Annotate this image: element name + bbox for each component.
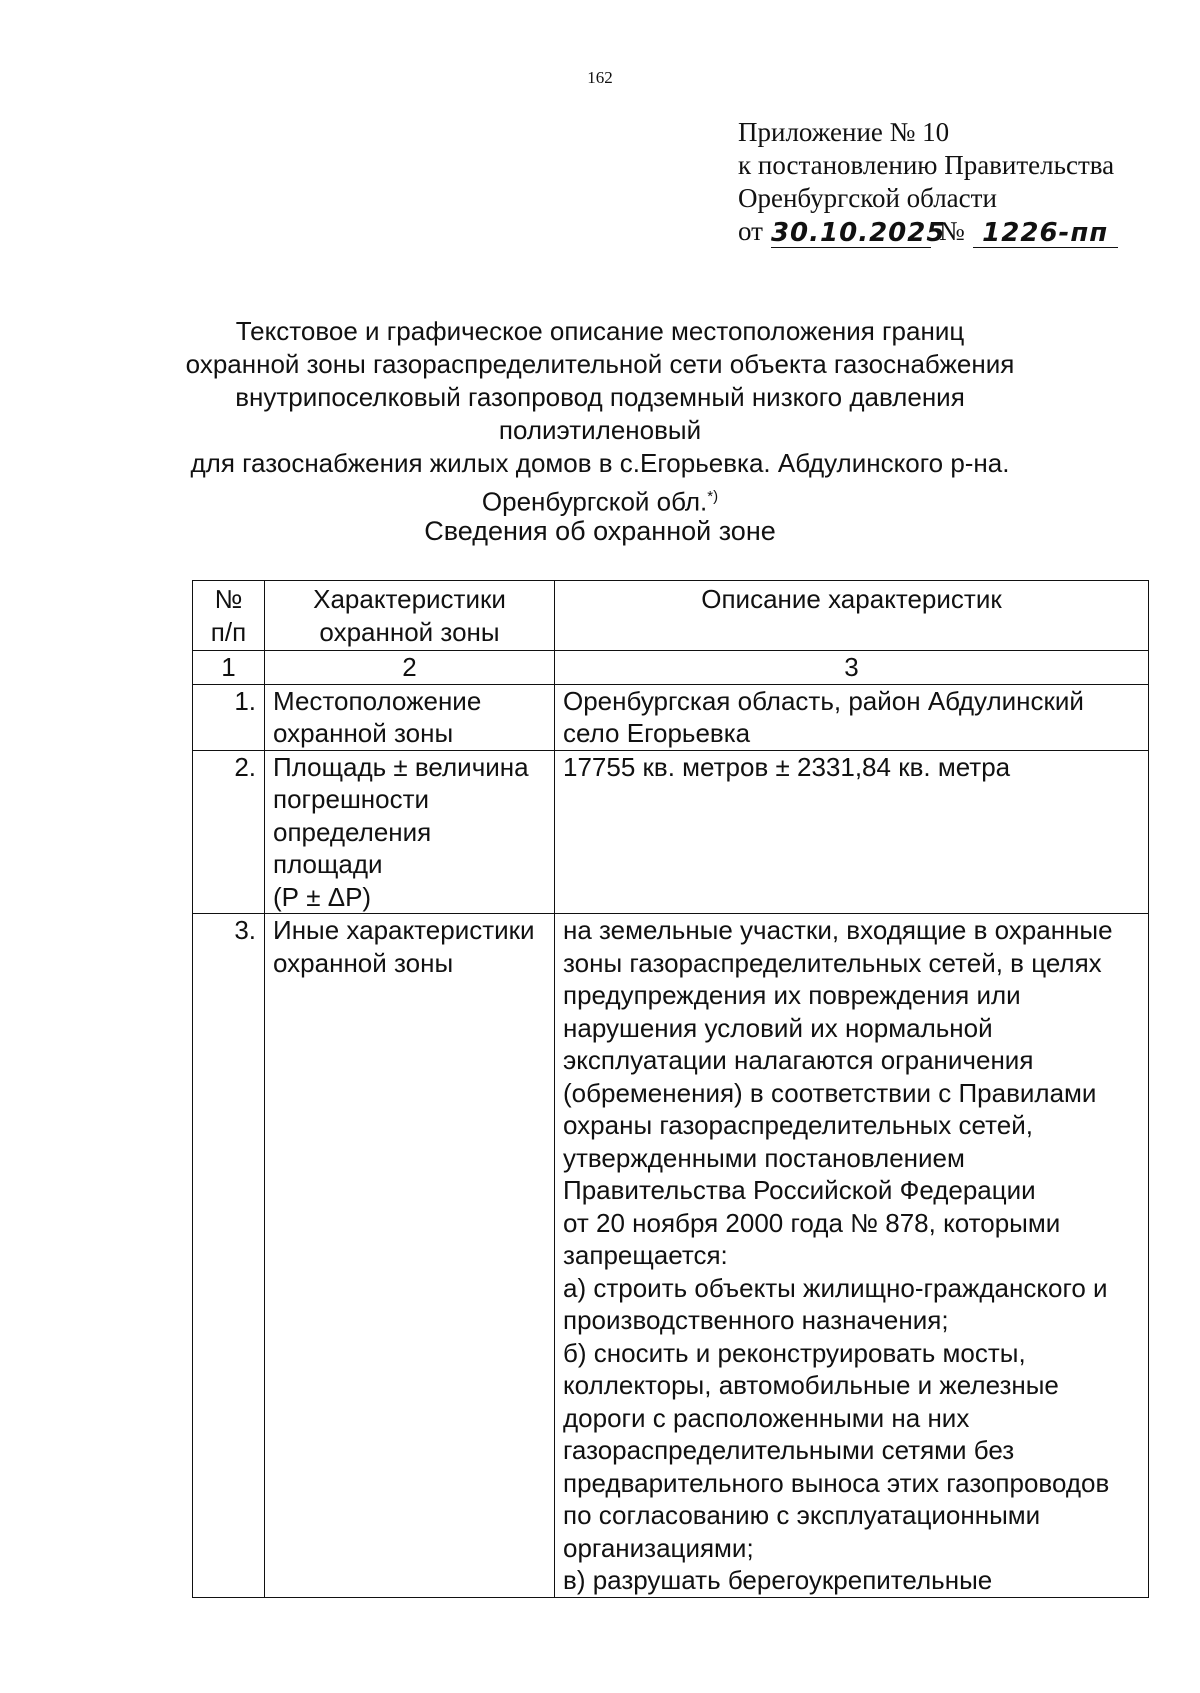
footnote-mark: *) [707, 488, 719, 505]
text-line: 17755 кв. метров ± 2331,84 кв. метра [563, 751, 1011, 782]
text-line: Местоположение [273, 685, 482, 716]
row-description [555, 750, 1149, 914]
text-line: охранной зоны [273, 718, 454, 748]
text-line: от 20 ноября 2000 года № 878, которыми [563, 1207, 1061, 1238]
row-description [555, 684, 1149, 750]
header-num [193, 581, 265, 651]
text-line: (обременения) в соответствии с Правилами [563, 1077, 1097, 1108]
text-line: (Р ± ΔР) [273, 881, 372, 912]
title-line-3: внутрипоселковый газопровод подземный низкого давления полиэтиленовый [235, 382, 965, 445]
header-num-line-1: № [214, 584, 243, 614]
column-number-2: 2 [265, 651, 555, 685]
text-line: газораспределительными сетями без [563, 1435, 1015, 1465]
column-number-1: 1 [193, 651, 265, 685]
text-line: дороги с расположенными на них [563, 1402, 970, 1433]
table-row [193, 914, 1149, 1598]
table-header-row [193, 581, 1149, 651]
handwritten-number: 1226-пп [973, 219, 1118, 248]
text-line: а) строить объекты жилищно-гражданского и [563, 1272, 1108, 1303]
from-label: от [738, 216, 763, 246]
row-characteristic [265, 750, 555, 914]
title-line-2: охранной зоны газораспределительной сети объекта газоснабжения [185, 349, 1015, 379]
text-line: Правительства Российской Федерации [563, 1175, 1036, 1205]
text-line: село Егорьевка [563, 718, 751, 748]
text-line: по согласованию с эксплуатационными [563, 1500, 1041, 1530]
text-line: охранной зоны [273, 947, 454, 978]
text-line: определения площади [273, 816, 432, 879]
document-title [150, 315, 1050, 519]
title-line-4: для газоснабжения жилых домов в с.Егорьевка. Абдулинского р-на. [190, 448, 1010, 478]
header-char-line-2: охранной зоны [319, 616, 500, 647]
text-line: предварительного выноса этих газопроводов [563, 1467, 1110, 1498]
text-line: Оренбургская область, район Абдулинский [563, 685, 1084, 716]
section-subtitle: Сведения об охранной зоне [424, 516, 776, 546]
row-number: 2. [193, 750, 265, 914]
appendix-block [738, 116, 1118, 248]
text-line: охраны газораспределительных сетей, [563, 1110, 1033, 1140]
title-line-1: Текстовое и графическое описание местоположения границ [235, 316, 965, 346]
text-line: эксплуатации налагаются ограничения [563, 1045, 1034, 1075]
header-num-line-2: п/п [210, 616, 247, 647]
row-number: 1. [193, 684, 265, 750]
text-line: производственного назначения; [563, 1305, 949, 1335]
table-row [193, 750, 1149, 914]
text-line: коллекторы, автомобильные и железные [563, 1370, 1059, 1400]
header-char-line-1: Характеристики [313, 584, 506, 614]
row-description [555, 914, 1149, 1598]
appendix-line-3: Оренбургской области [738, 183, 997, 213]
column-number-row [193, 651, 1149, 685]
text-line: б) сносить и реконструировать мосты, [563, 1337, 1026, 1368]
text-line: запрещается: [563, 1240, 728, 1270]
row-characteristic [265, 684, 555, 750]
zone-info-table [192, 580, 1149, 1598]
column-number-3: 3 [555, 651, 1149, 685]
text-line: зоны газораспределительных сетей, в целях [563, 947, 1102, 978]
handwritten-date: 30.10.2025 [770, 218, 946, 248]
text-line: погрешности [273, 784, 430, 814]
header-characteristics [265, 581, 555, 651]
page-number: 162 [587, 68, 613, 87]
text-line: в) разрушать берегоукрепительные [563, 1565, 993, 1595]
row-characteristic [265, 914, 555, 1598]
text-line: нарушения условий их нормальной [563, 1012, 993, 1043]
appendix-line-1: Приложение № 10 [738, 117, 950, 147]
text-line: на земельные участки, входящие в охранные [563, 915, 1113, 945]
number-label: № [938, 216, 965, 246]
title-line-5 [150, 480, 1050, 519]
row-number: 3. [193, 914, 265, 1598]
text-line: утвержденными постановлением [563, 1142, 965, 1173]
text-line: Иные характеристики [273, 915, 535, 945]
title-line-5-text: Оренбургской обл. [481, 486, 708, 517]
text-line: организациями; [563, 1532, 754, 1563]
appendix-date-number-row [738, 215, 1118, 248]
text-line: предупреждения их повреждения или [563, 980, 1021, 1010]
header-description: Описание характеристик [555, 581, 1149, 651]
appendix-line-2: к постановлению Правительства [738, 150, 1115, 180]
table-row [193, 684, 1149, 750]
text-line: Площадь ± величина [273, 751, 529, 782]
